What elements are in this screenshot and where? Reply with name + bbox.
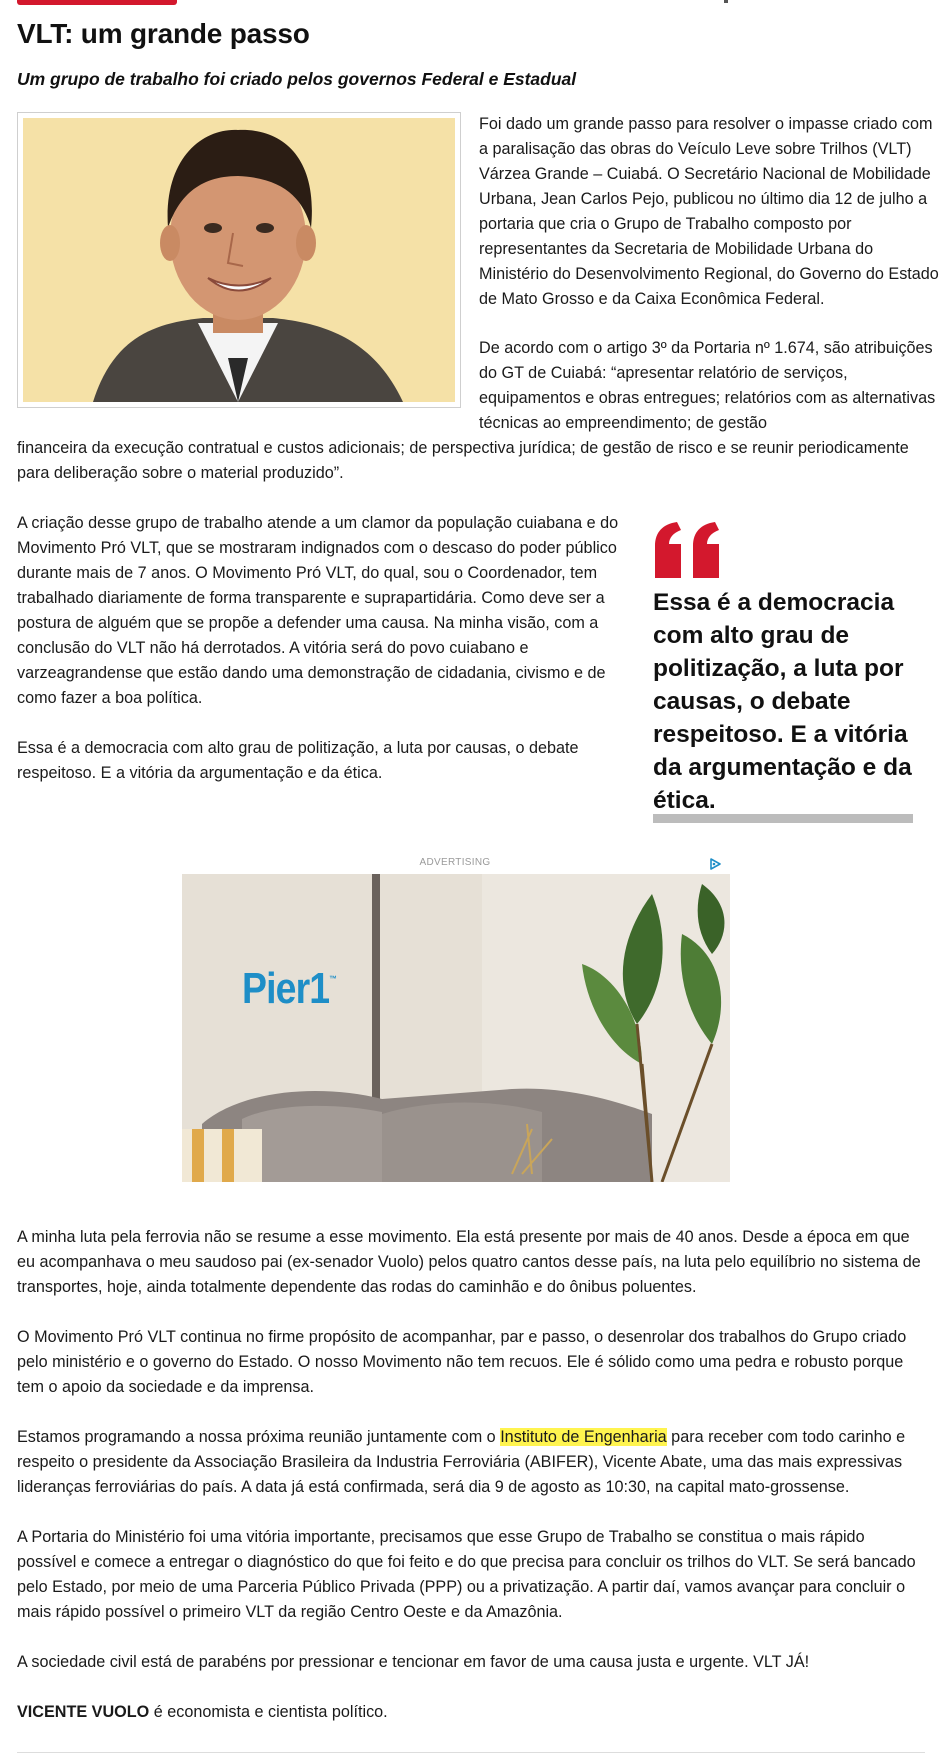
top-accent-bar <box>17 0 177 5</box>
pull-quote-divider <box>653 814 913 823</box>
article-paragraph: De acordo com o artigo 3º da Portaria nº 1.674, são atribuições do GT de Cuiabá: “apresentar relatório de serviços, equipamentos e obras entregues; relatórios com as alternativas técnicas ao empreendimento; de gestão <box>479 339 936 432</box>
article-paragraph <box>17 1425 927 1500</box>
article-title: VLT: um grande passo <box>17 18 310 49</box>
article-paragraph: Foi dado um grande passo para resolver o impasse criado com a paralisação das obras do Veículo Leve sobre Trilhos (VLT) Várzea Grande – Cuiabá. O Secretário Nacional de Mobilidade Urbana, Jean Carlos Pejo, publicou no último dia 12 de julho a portaria que cria o Grupo de Trabalho composto por representantes da Secretaria de Mobilidade Urbana do Ministério do Desenvolvimento Regional, do Governo do Estado de Mato Grosso e da Caixa Econômica Federal. <box>479 115 939 308</box>
author-signature <box>17 1700 927 1725</box>
pull-quote-text: Essa é a democracia com alto grau de politização, a luta por causas, o debate respeitoso. E a vitória da argumentação e da ética. <box>653 589 912 814</box>
quote-mark-icon <box>653 522 723 578</box>
ad-brand-name: Pier1 <box>242 964 330 1013</box>
article-divider <box>17 1752 925 1753</box>
paragraph-text: Estamos programando a nossa próxima reunião juntamente com o <box>17 1428 501 1446</box>
author-name: VICENTE VUOLO <box>17 1703 150 1721</box>
article-paragraph: A criação desse grupo de trabalho atende a um clamor da população cuiabana e do Movimento Pró VLT, que se mostraram indignados com o descaso do poder público durante mais de 7 anos. O Movimento Pró VLT, do qual, sou o Coordenador, tem trabalhado diariamente de forma transparente e suprapartidária. Como deve ser a postura de alguém que se propõe a defender uma causa. Na minha visão, com a conclusão do VLT não há derrotados. A vitória será do povo cuiabano e varzeagrandense que estão dando uma demonstração de cidadania, civismo e de como fazer a boa política. <box>17 514 619 707</box>
article-paragraph: A minha luta pela ferrovia não se resume a esse movimento. Ela está presente por mais de 40 anos. Desde a época em que eu acompanhava o meu saudoso pai (ex-senador Vuolo) pelos quatro cantos desse país, na luta pelo equilíbrio no sistema de transportes, hoje, ainda totalmente dependente das rodas do caminhão e do ônibus poluentes. <box>17 1228 921 1296</box>
ad-brand-logo: Pier1™ <box>242 964 337 1013</box>
advertising-label: ADVERTISING <box>419 857 491 868</box>
author-photo <box>17 112 461 408</box>
article-paragraph: O Movimento Pró VLT continua no firme propósito de acompanhar, par e passo, o desenrolar dos trabalhos do Grupo criado pelo ministério e o governo do Estado. O nosso Movimento não tem recuos. Ele é sólido como uma pedra e robusto porque tem o apoio da sociedade e da imprensa. <box>17 1328 907 1396</box>
article-subtitle: Um grupo de trabalho foi criado pelos governos Federal e Estadual <box>17 69 577 89</box>
article-paragraph: A sociedade civil está de parabéns por pressionar e tencionar em favor de uma causa justa e urgente. VLT JÁ! <box>17 1653 810 1671</box>
article-paragraph: financeira da execução contratual e custos adicionais; de perspectiva jurídica; de gestão de risco e se reunir periodicamente para deliberação sobre o material produzido”. <box>17 439 909 482</box>
top-edge-mark <box>724 0 728 3</box>
author-portrait-image <box>23 118 455 402</box>
author-bio: é economista e cientista político. <box>149 1703 388 1721</box>
paragraph-text: para receber com todo carinho e respeito o presidente da Associação Brasileira da Industria Ferroviária (ABIFER), Vicente Abate, uma das mais expressivas lideranças ferroviárias do país. A data já está confirmada, será dia 9 de agosto as 10:30, na capital mato-grossense. <box>17 1428 906 1496</box>
adchoices-play-icon[interactable] <box>709 858 721 870</box>
instituto-engenharia-link[interactable]: Instituto de Engenharia <box>500 1428 667 1446</box>
pull-quote <box>653 522 928 817</box>
advertisement-image <box>182 874 730 1182</box>
article-paragraph: Essa é a democracia com alto grau de politização, a luta por causas, o debate respeitoso. E a vitória da argumentação e da ética. <box>17 739 579 782</box>
article-paragraph: A Portaria do Ministério foi uma vitória importante, precisamos que esse Grupo de Trabalho se constitua o mais rápido possível e comece a entregar o diagnóstico do que foi feito e do que precisa para concluir os trilhos do VLT. Se será bancado pelo Estado, por meio de uma Parceria Público Privada (PPP) ou a privatização. A partir daí, vamos avançar para concluir o mais rápido possível o primeiro VLT da região Centro Oeste e da Amazônia. <box>17 1528 916 1621</box>
advertisement-banner[interactable] <box>182 874 730 1182</box>
